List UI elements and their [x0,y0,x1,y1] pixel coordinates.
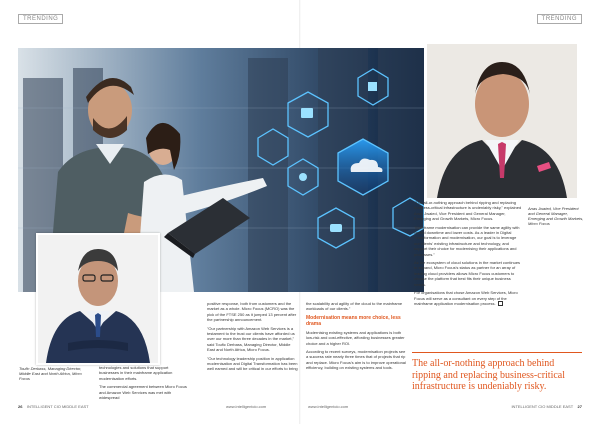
page-number-right: 27 [577,404,582,409]
caption-left: Toufic Derbass, Managing Director, Middle East and North Africa, Micro Focus [19,366,82,381]
footer-issue-right: INTELLIGENT CIO MIDDLE EAST [511,404,574,409]
paragraph: positive response, both from customers and the market as a whole. Micro Focus (MCRO) was the pick of the FTSE 250 as it jumped 13 percent after the partnership announcement. [207,301,297,323]
paragraph: According to recent surveys, modernisation projects see a success rate nearly three times that of projects that rip and replace. Micro Focus's aim is to improve operational efficiency, building on existing systems and tools. [306,349,406,371]
pull-quote: The all-or-nothing approach behind ripping and replacing business-critical infrastructure is undeniably risky. [412,352,582,393]
footer-left [18,404,89,409]
portrait-anas-jwaied [427,44,577,198]
article-column-4 [414,200,522,309]
portrait-toufic-derbass [36,233,160,365]
footer-issue-left: INTELLIGENT CIO MIDDLE EAST [26,404,89,409]
section-tag-right: TRENDING [537,14,582,24]
section-tag-left: TRENDING [18,14,63,24]
man-portrait-icon [427,44,577,198]
paragraph: technologies and solutions that support businesses in their mainframe application modernisation efforts. [99,365,173,381]
page-number-left: 26 [18,404,23,409]
section-subhead: Modernisation means more choice, less drama [306,314,401,327]
man-portrait-icon [38,235,158,363]
footer-url-right[interactable]: www.intelligentcio.com [308,404,349,409]
paragraph: "Our partnership with Amazon Web Services is a testament to the trust our clients have afforded us over our more than three decades in the market," said Toufic Derbass, Managing Director, Middle East and North Africa, Micro Focus. [207,325,295,353]
end-mark-icon [498,301,503,306]
paragraph: As the ecosystem of cloud solutions in the market continues to expand, Micro Focus's status as partner for an array of leading cloud providers allows Micro Focus customers to choose the platform that best fits their unique business needs. [414,260,521,287]
paragraph [414,290,522,306]
article-column-3 [306,301,406,374]
caption-right: Anas Jwaied, Vice President and General Manager, Emerging and Growth Markets, Micro Focus [528,206,584,226]
paragraph: "The all-or-nothing approach behind ripping and replacing business-critical infrastructure is undeniably risky," explained Anas Jwaied, Vice President and General Manager, Emerging and Growth Markets, Micro Focus. [414,200,522,222]
article-column-1 [99,365,189,403]
paragraph: the scalability and agility of the cloud to the mainframe workloads of our clients." [306,301,403,312]
paragraph: Modernising existing systems and applications is both low-risk and cost-effective, affording businesses greater choice and a higher ROI. [306,329,405,346]
paragraph-text: For organisations that chose Amazon Web Services, Micro Focus will serve as a consultant on every step of the mainframe application modernisation process. [414,290,518,306]
paragraph: "Mainframe modernisation can provide the same agility with limited downtime and lower costs. As a leader in Digital Transformation and modernisation, our goal is to leverage our clients' existing infrastructure and technology, and support their choice for modernising their applications and processes." [414,224,520,257]
paragraph: The commercial agreement between Micro Focus and Amazon Web Services was met with widespread [99,384,187,401]
footer-right [511,404,582,409]
paragraph: "Our technology leadership position in application modernisation and Digital Transformation has been well earned and will be critical in our efforts to bring [207,355,298,372]
article-column-2 [207,301,299,375]
footer-url-left[interactable]: www.intelligentcio.com [226,404,267,409]
